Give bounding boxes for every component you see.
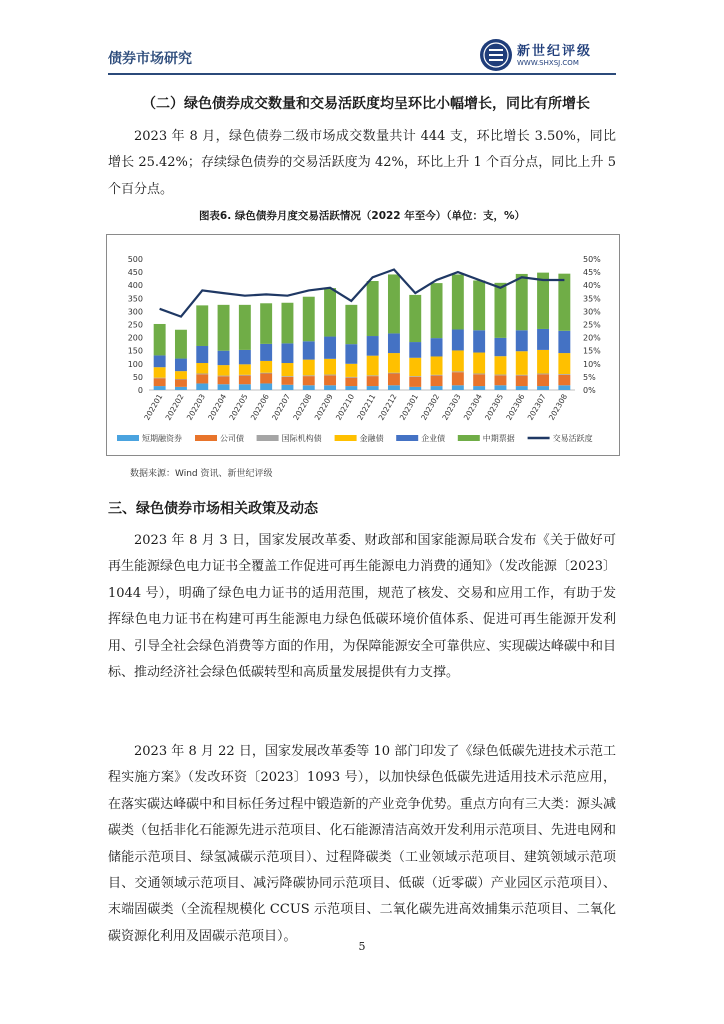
bar-segment [558, 274, 570, 331]
bar-segment [175, 371, 187, 379]
bar-segment [388, 385, 400, 390]
bar-segment [303, 341, 315, 359]
bar-segment [260, 373, 272, 383]
y-right-tick-label: 5% [583, 372, 596, 382]
section-heading-2: （二）绿色债券成交数量和交易活跃度均呈环比小幅增长，同比有所增长 [142, 96, 590, 112]
y-right-tick-label: 35% [583, 294, 601, 304]
legend-label: 交易活跃度 [552, 434, 593, 443]
bar-segment [452, 274, 464, 329]
bar-segment [367, 386, 379, 390]
bar-segment [388, 373, 400, 374]
bar-segment [516, 375, 528, 376]
x-tick-label: 202208 [291, 392, 314, 422]
bar-segment [367, 281, 379, 336]
bar-segment [431, 338, 443, 356]
y-right-tick-label: 20% [583, 333, 601, 343]
bar-segment [473, 373, 485, 374]
bar-segment [367, 375, 379, 376]
logo-url: WWW.SHXSJ.COM [517, 59, 579, 67]
bar-segment [260, 303, 272, 344]
legend-label: 公司债 [220, 434, 244, 443]
bar-segment [431, 375, 443, 376]
bar-segment [537, 329, 549, 350]
bar-segment [303, 375, 315, 376]
bar-segment [409, 358, 421, 376]
bar-segment [473, 374, 485, 386]
x-tick-label: 202301 [397, 392, 420, 422]
y-left-tick-label: 400 [127, 281, 143, 291]
x-tick-label: 202305 [483, 392, 506, 422]
bar-segment [431, 386, 443, 390]
bar-segment [537, 373, 549, 374]
bar-segment [324, 375, 336, 385]
legend-swatch [396, 435, 418, 441]
legend-label: 金融债 [359, 434, 384, 443]
bar-segment [452, 329, 464, 350]
legend-swatch [257, 435, 279, 441]
bar-segment [281, 385, 293, 390]
y-right-tick-label: 50% [583, 255, 601, 264]
chart-container [106, 234, 620, 456]
page-number: 5 [358, 940, 366, 953]
y-right-tick-label: 0% [583, 386, 596, 395]
x-tick-label: 202210 [333, 392, 357, 422]
legend-swatch [458, 435, 480, 441]
bar-segment [473, 280, 485, 330]
x-tick-label: 202206 [248, 392, 271, 422]
bar-segment [558, 331, 570, 353]
bar-segment [239, 384, 251, 390]
bar-segment [473, 330, 485, 352]
y-left-tick-label: 50 [132, 372, 143, 382]
bar-segment [558, 385, 570, 390]
logo [479, 38, 607, 74]
logo-text: 新世纪评级 [517, 44, 593, 59]
figure-caption: 图表6. 绿色债券月度交易活跃情况（2022 年至今）（单位：支，%） [198, 210, 526, 222]
bar-segment [196, 305, 208, 346]
policy-paragraph-2: 2023 年 8 月 22 日，国家发展改革委等 10 部门印发了《绿色低碳先进技术示范工程实施方案》（发改环资〔2023〕1093 号），以加快绿色低碳先进适用技术示范应用，在落实碳达峰碳中和目标任务过程中锻造新的产业竞争优势。重点方向有三大类：源头减碳类（包括非化石能源先进示范项目、化石能源清洁高效开发利用示范项目、先进电网和储能示范项目、绿氢减碳示范项目）、过程降碳类（工业领域示范项目、建筑领域示范项目、交通领域示范项目、减污降碳协同示范项目、低碳（近零碳）产业园区示范项目）、末端固碳类（全流程规模化 CCUS 示范项目、二氧化碳先进高效捕集示范项目、二氧化碳资源化利用及固碳示范项目）。 [108, 744, 616, 944]
bar-segment [537, 350, 549, 374]
bar-segment [281, 343, 293, 363]
legend-label: 国际机构债 [281, 434, 322, 443]
logo-emblem-icon [479, 38, 513, 72]
x-tick-label: 202212 [376, 392, 399, 422]
bar-segment [239, 376, 251, 385]
bar-segment [175, 380, 187, 387]
bar-segment [452, 372, 464, 385]
bar-segment [345, 377, 357, 378]
x-tick-label: 202302 [419, 392, 442, 422]
policy-paragraph-1: 2023 年 8 月 3 日，国家发展改革委、财政部和国家能源局联合发布《关于做好可再生能源绿色电力证书全覆盖工作促进可再生能源电力消费的通知》（发改能源〔2023〕1044 号），明确了绿色电力证书的适用范围，规范了核发、交易和应用工作，有助于发挥绿色电力证书在构建可再生能源电力绿色低碳环境价值体系、促进可再生能源开发利用、引导全社会绿色消费等方面的作用，为保障能源安全可靠供应、实现碳达峰碳中和目标、推动经济社会绿色低碳转型和高质量发展提供有力支撑。 [108, 533, 616, 681]
bar-segment [324, 288, 336, 336]
bar-segment [473, 386, 485, 390]
green-bond-activity-chart [107, 235, 619, 455]
bar-segment [516, 351, 528, 375]
bar-segment [345, 344, 357, 364]
bar-segment [154, 367, 166, 377]
bar-segment [154, 324, 166, 355]
bar-segment [196, 363, 208, 373]
y-left-tick-label: 300 [127, 307, 143, 317]
bar-segment [452, 371, 464, 372]
x-tick-label: 202304 [461, 392, 484, 422]
bar-segment [281, 363, 293, 376]
bar-segment [239, 364, 251, 374]
x-tick-label: 202204 [206, 392, 229, 422]
y-left-tick-label: 200 [127, 333, 143, 343]
bar-segment [388, 333, 400, 353]
y-right-tick-label: 30% [583, 307, 601, 317]
bar-segment [494, 385, 506, 390]
bar-segment [409, 387, 421, 390]
legend-swatch [117, 435, 139, 441]
bar-segment [154, 386, 166, 390]
x-tick-label: 202207 [270, 392, 293, 422]
bar-segment [196, 346, 208, 363]
bar-segment [409, 376, 421, 377]
y-right-tick-label: 25% [583, 320, 601, 330]
bar-segment [175, 379, 187, 380]
bar-segment [260, 383, 272, 390]
bar-segment [196, 383, 208, 390]
y-left-tick-label: 250 [127, 320, 143, 330]
bar-segment [345, 386, 357, 390]
x-tick-label: 202308 [546, 392, 570, 422]
legend-swatch [195, 435, 217, 441]
bar-segment [494, 283, 506, 338]
y-left-tick-label: 100 [127, 359, 143, 369]
bar-segment [239, 350, 251, 364]
legend-label: 企业债 [421, 434, 446, 443]
bar-segment [452, 385, 464, 390]
y-left-tick-label: 500 [127, 255, 143, 264]
bar-segment [388, 353, 400, 373]
x-tick-label: 202211 [355, 392, 378, 422]
y-left-tick-label: 0 [137, 386, 143, 395]
bar-segment [324, 385, 336, 390]
bar-segment [218, 365, 230, 375]
y-right-tick-label: 45% [583, 268, 601, 278]
x-tick-label: 202205 [227, 392, 250, 422]
bar-segment [431, 283, 443, 338]
bar-segment [218, 351, 230, 365]
bar-segment [154, 378, 166, 379]
bar-segment [303, 376, 315, 385]
y-right-tick-label: 10% [583, 359, 601, 369]
bar-segment [431, 356, 443, 374]
bar-segment [175, 387, 187, 390]
bar-segment [345, 364, 357, 377]
bar-segment [409, 377, 421, 387]
y-right-tick-label: 15% [583, 346, 601, 356]
bar-segment [516, 386, 528, 390]
bar-segment [175, 359, 187, 372]
y-left-tick-label: 350 [127, 294, 143, 304]
bar-segment [218, 305, 230, 351]
bar-segment [367, 376, 379, 386]
bar-segment [154, 355, 166, 367]
y-left-tick-label: 150 [127, 346, 143, 356]
bar-segment [324, 359, 336, 375]
bar-segment [345, 305, 357, 344]
bar-segment [452, 350, 464, 371]
legend-label: 中期票据 [482, 434, 515, 443]
bar-segment [260, 361, 272, 373]
bar-segment [303, 297, 315, 342]
data-source: 数据来源：Wind 资讯、新世纪评级 [130, 469, 273, 479]
bar-segment [196, 374, 208, 383]
bar-segment [260, 344, 272, 361]
bar-segment [409, 342, 421, 358]
y-left-tick-label: 450 [127, 268, 143, 278]
bar-segment [537, 386, 549, 390]
bar-segment [558, 375, 570, 385]
x-tick-label: 202306 [504, 392, 527, 422]
bar-segment [303, 385, 315, 390]
bar-segment [175, 330, 187, 359]
bar-segment [303, 360, 315, 376]
bar-segment [154, 378, 166, 386]
x-tick-label: 202209 [312, 392, 335, 422]
bar-segment [494, 356, 506, 374]
bar-segment [494, 375, 506, 376]
legend-swatch [335, 435, 357, 441]
bar-segment [260, 373, 272, 374]
bar-segment [431, 376, 443, 386]
bar-segment [494, 375, 506, 385]
bar-segment [239, 375, 251, 376]
bar-segment [196, 373, 208, 374]
x-tick-label: 202201 [142, 392, 165, 422]
x-tick-label: 202202 [163, 392, 186, 422]
bar-segment [473, 353, 485, 374]
bar-segment [494, 338, 506, 356]
bar-segment [409, 295, 421, 342]
bar-segment [558, 353, 570, 374]
header-title: 债券市场研究 [108, 51, 192, 67]
bar-segment [281, 303, 293, 344]
bar-segment [239, 305, 251, 350]
bar-segment [345, 378, 357, 386]
bar-segment [537, 374, 549, 386]
bar-segment [367, 356, 379, 376]
bar-segment [218, 376, 230, 384]
bar-segment [281, 376, 293, 377]
section-heading-3: 三、绿色债券市场相关政策及动态 [108, 501, 318, 517]
x-tick-label: 202303 [440, 392, 463, 422]
bar-segment [516, 274, 528, 330]
bar-segment [388, 274, 400, 333]
bar-segment [388, 373, 400, 385]
section2-paragraph: 2023 年 8 月，绿色债券二级市场成交数量共计 444 支，环比增长 3.50%，同比增长 25.42%；存续绿色债券的交易活跃度为 42%，环比上升 1 个百分点，同比上升 5 个百分点。 [108, 129, 616, 197]
bar-segment [281, 377, 293, 385]
bar-segment [324, 375, 336, 376]
x-tick-label: 202307 [525, 392, 548, 422]
header-divider [108, 73, 616, 75]
legend-label: 短期融资券 [142, 434, 182, 443]
bar-segment [218, 384, 230, 390]
bar-segment [558, 374, 570, 375]
bar-segment [516, 330, 528, 351]
bar-segment [218, 376, 230, 377]
x-tick-label: 202203 [184, 392, 207, 422]
y-right-tick-label: 40% [583, 281, 601, 291]
bar-segment [516, 376, 528, 386]
bar-segment [324, 337, 336, 359]
bar-segment [367, 336, 379, 356]
